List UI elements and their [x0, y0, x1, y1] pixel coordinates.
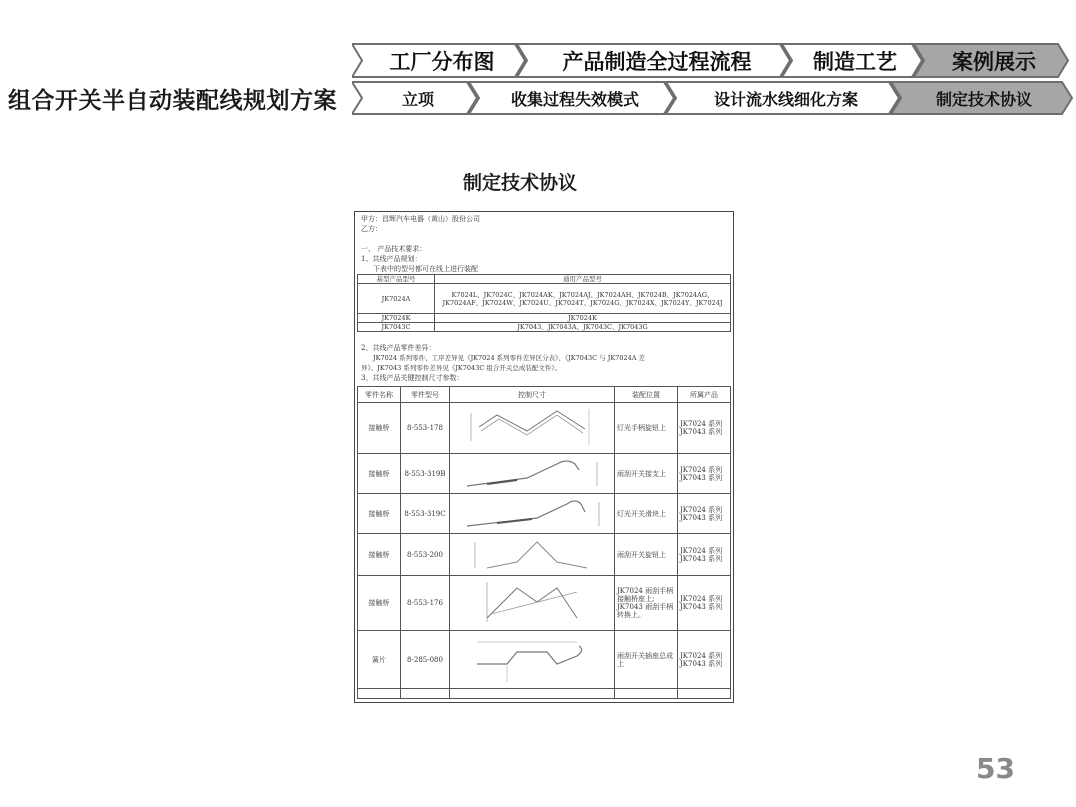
- contact-bridge-drawing: [457, 536, 607, 572]
- model-table-cell: K7024L、JK7024C、JK7024AK、JK7024AJ、JK7024AH、JK7024B、JK7024AG、JK7024AF、JK7024W、JK7024U、JK7024T、JK7024G、JK7024X、JK7024Y、JK7024J: [435, 284, 731, 314]
- contact-bridge-drawing: [457, 456, 607, 490]
- parts-table-header: 零件型号: [401, 387, 450, 403]
- part-name: 接触桥: [358, 494, 401, 534]
- model-table-header: 通用产品型号: [435, 275, 731, 284]
- doc-party-b: 乙方：: [361, 225, 382, 233]
- part-model: 8-553-176: [401, 576, 450, 631]
- doc-item2-line1: JK7024 系列零件、工序差异见《JK7024 系列零件差异区分表》、《JK7043C 与 JK7024A 差: [373, 354, 646, 362]
- part-drawing: [450, 494, 615, 534]
- table-row: [358, 576, 731, 631]
- part-drawing: [450, 454, 615, 494]
- nav-item-manufacturing-process[interactable]: 制造工艺: [813, 49, 897, 74]
- section-title: 制定技术协议: [462, 172, 577, 194]
- part-model: 8-553-319B: [401, 454, 450, 494]
- parts-table-header: 零件名称: [358, 387, 401, 403]
- empty-cell: [358, 689, 401, 699]
- parts-table-header: 装配位置: [615, 387, 678, 403]
- product-family: JK7024 系列 JK7043 系列: [678, 454, 731, 494]
- product-family: JK7024 系列 JK7043 系列: [678, 631, 731, 689]
- model-table-header: 基型产品型号: [358, 275, 435, 284]
- model-table-cell: JK7043、JK7043A、JK7043C、JK7043G: [435, 323, 731, 332]
- doc-item2: 2、共线产品零件差异：: [361, 344, 436, 352]
- doc-item1: 1、共线产品规划：: [361, 255, 422, 263]
- nav-item-manufacturing-flow[interactable]: 产品制造全过程流程: [562, 49, 752, 74]
- part-name: 接触桥: [358, 403, 401, 454]
- nav-item-case-showcase[interactable]: 案例展示: [952, 49, 1036, 74]
- assembly-position: 灯光开关滑块上: [615, 494, 678, 534]
- nav-item-factory-layout[interactable]: 工厂分布图: [389, 49, 495, 74]
- empty-cell: [450, 689, 615, 699]
- assembly-position: JK7024 雨刮手柄接触桥座上; JK7043 雨刮手柄转换上。: [615, 576, 678, 631]
- empty-cell: [401, 689, 450, 699]
- part-name: 簧片: [358, 631, 401, 689]
- part-drawing: [450, 576, 615, 631]
- model-table-cell: JK7024K: [435, 314, 731, 323]
- model-table-cell: JK7024A: [358, 284, 435, 314]
- doc-item3: 3、共线产品关键控制尺寸参数：: [361, 374, 464, 382]
- spring-plate-drawing: [457, 634, 607, 684]
- part-model: 8-553-200: [401, 534, 450, 576]
- table-row: [358, 454, 731, 494]
- contact-bridge-drawing: [457, 578, 607, 626]
- model-table-cell: JK7024K: [358, 314, 435, 323]
- part-drawing: [450, 631, 615, 689]
- assembly-position: 雨刮开关接支上: [615, 454, 678, 494]
- table-row: [358, 494, 731, 534]
- contact-bridge-drawing: [457, 496, 607, 530]
- doc-item2-line2: 异》、JK7043 系列零件差异见《JK7043C 组合开关总成装配文件》。: [361, 364, 562, 372]
- breadcrumb-nav: [352, 42, 1074, 116]
- table-row: [358, 534, 731, 576]
- empty-cell: [678, 689, 731, 699]
- product-family: JK7024 系列 JK7043 系列: [678, 576, 731, 631]
- nav-item-project-setup[interactable]: 立项: [401, 89, 434, 109]
- part-drawing: [450, 403, 615, 454]
- part-model: 8-553-319C: [401, 494, 450, 534]
- doc-requirements-heading: 一、 产品技术要求：: [361, 245, 427, 253]
- contact-bridge-drawing: [457, 405, 607, 449]
- model-table: [357, 274, 731, 332]
- nav-item-collect-failure-modes[interactable]: 收集过程失效模式: [510, 89, 639, 109]
- doc-item1-note: 下表中的型号都可在线上进行装配: [373, 265, 478, 273]
- part-drawing: [450, 534, 615, 576]
- nav-item-design-line-plan[interactable]: 设计流水线细化方案: [713, 89, 858, 109]
- part-model: 8-553-178: [401, 403, 450, 454]
- part-name: 接触桥: [358, 576, 401, 631]
- assembly-position: 雨刮开关插座总成上: [615, 631, 678, 689]
- part-model: 8-285-080: [401, 631, 450, 689]
- part-name: 接触桥: [358, 454, 401, 494]
- part-name: 接触桥: [358, 534, 401, 576]
- assembly-position: 灯光手柄旋钮上: [615, 403, 678, 454]
- technical-agreement-document: [354, 211, 734, 703]
- parts-table: [357, 386, 731, 699]
- parts-table-header: 所属产品: [678, 387, 731, 403]
- product-family: JK7024 系列 JK7043 系列: [678, 494, 731, 534]
- empty-cell: [615, 689, 678, 699]
- assembly-position: 雨刮开关旋钮上: [615, 534, 678, 576]
- table-row: [358, 403, 731, 454]
- table-row: [358, 631, 731, 689]
- product-family: JK7024 系列 JK7043 系列: [678, 403, 731, 454]
- doc-party-a: 甲方：昌辉汽车电器（黄山）股份公司: [361, 215, 480, 223]
- page-number: 53: [976, 752, 1015, 785]
- nav-item-technical-agreement[interactable]: 制定技术协议: [935, 89, 1032, 109]
- model-table-cell: JK7043C: [358, 323, 435, 332]
- main-title: 组合开关半自动装配线规划方案: [8, 88, 337, 114]
- product-family: JK7024 系列 JK7043 系列: [678, 534, 731, 576]
- parts-table-header: 控制尺寸: [450, 387, 615, 403]
